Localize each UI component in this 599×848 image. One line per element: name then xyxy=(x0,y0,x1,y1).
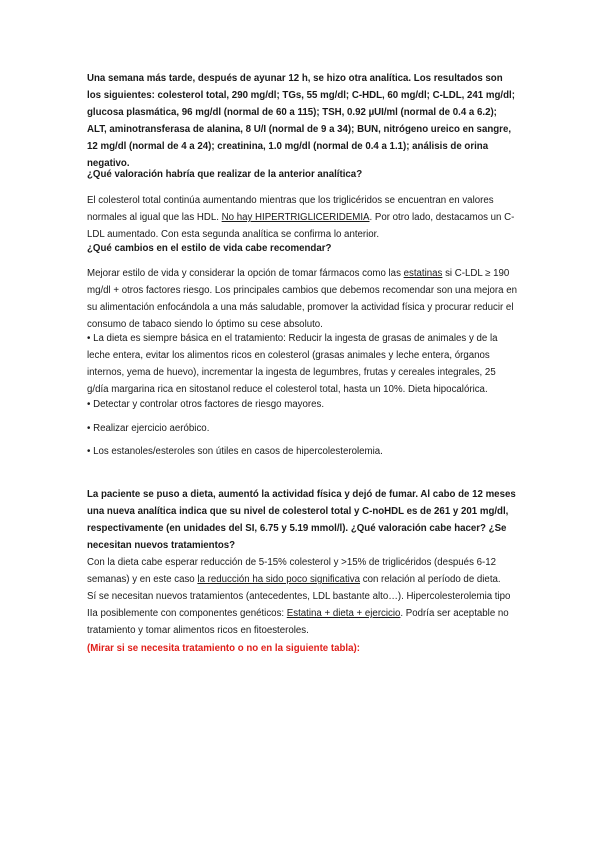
answer-3-underlined: la reducción ha sido poco significativa xyxy=(197,574,361,585)
question-2-answer-part-a: Mejorar estilo de vida y considerar la opción de tomar fármacos como las xyxy=(87,268,404,279)
answer-4-paragraph xyxy=(87,588,517,639)
question-1-answer-part-a: El colesterol total continúa aumentando mientras que los triglicéridos se encuentran en valores normales al igual que las HDL. xyxy=(87,195,494,223)
question-2-title: ¿Qué cambios en el estilo de vida cabe recomendar? xyxy=(87,243,332,254)
question-1-answer xyxy=(87,192,517,243)
question-1-answer-part-b: . Por otro lado, destacamos un C-LDL aumentado. Con esta segunda analítica se confirma lo anterior. xyxy=(87,212,515,240)
question-1-title: ¿Qué valoración habría que realizar de la anterior analítica? xyxy=(87,169,363,180)
question-2-answer-underlined: estatinas xyxy=(403,268,443,279)
bullet-item-risk-factors: • Detectar y controlar otros factores de riesgo mayores. xyxy=(87,399,325,410)
question-1-answer-underlined: No hay HIPERTRIGLICERIDEMIA xyxy=(221,212,370,223)
bullet-item-stanols: • Los estanoles/esteroles son útiles en casos de hipercolesterolemia. xyxy=(87,446,383,457)
answer-3-part-b: con relación al período de dieta. xyxy=(360,574,501,585)
question-2-answer xyxy=(87,265,517,333)
bullet-item-exercise: • Realizar ejercicio aeróbico. xyxy=(87,423,210,434)
answer-4-underlined: Estatina + dieta + ejercicio xyxy=(286,608,401,619)
case-intro-paragraph: Una semana más tarde, después de ayunar 12 h, se hizo otra analítica. Los resultados son los siguientes: colesterol total, 290 mg/dl; TGs, 55 mg/dl; C-HDL, 60 mg/dl; C-LDL, 241 mg/dl; glucosa plasmática, 96 mg/dl (normal de 60 a 115); TSH, 0.92 µUI/ml (normal de 0.4 a 6.2); ALT, aminotransferasa de alanina, 8 U/I (normal de 9 a 34); BUN, nitrógeno ureico en sangre, 12 mg/dl (normal de 4 a 24); creatinina, 1.0 mg/dl (normal de 0.4 a 1.1); análisis de orina negativo. xyxy=(87,73,515,169)
answer-3-part-a: Con la dieta cabe esperar reducción de 5-15% colesterol y >15% de triglicéridos (después 6-12 semanas) y en este caso xyxy=(87,557,496,585)
answer-4-part-a: Sí se necesitan nuevos tratamientos (antecedentes, LDL bastante alto…). Hipercolesterolemia tipo IIa posiblemente con componentes genéticos: xyxy=(87,591,511,619)
case-followup-paragraph: La paciente se puso a dieta, aumentó la actividad física y dejó de fumar. Al cabo de 12 meses una nueva analítica indica que su nivel de colesterol total y C-noHDL es de 261 y 201 mg/dl, respectivamente (en unidades del SI, 6.75 y 5.19 mmol/l). ¿Qué valoración cabe hacer? ¿Se necesitan nuevos tratamientos? xyxy=(87,489,516,551)
bullet-item-diet: • La dieta es siempre básica en el tratamiento: Reducir la ingesta de grasas de animales y de la leche entera, evitar los alimentos ricos en colesterol (grasas animales y leche entera, órganos internos, yema de huevo), incrementar la ingesta de legumbres, frutas y cereales integrales, 25 g/día margarina rica en sitostanol reduce el colesterol total, hasta un 10%. Dieta hipocalórica. xyxy=(87,333,498,395)
answer-4-part-b: . Podría ser aceptable no tratamiento y tomar alimentos ricos en fitoesteroles. xyxy=(87,608,509,636)
answer-3-paragraph xyxy=(87,554,517,588)
question-2-answer-part-b: si C-LDL ≥ 190 mg/dl + otros factores riesgo. Los principales cambios que debemos recomendar son una mejora en su alimentación enfocándola a una más saludable, promover la actividad física y procurar reducir el consumo de tabaco siendo lo óptimo su cese absoluto. xyxy=(87,268,517,330)
table-note: (Mirar si se necesita tratamiento o no en la siguiente tabla): xyxy=(87,643,360,654)
